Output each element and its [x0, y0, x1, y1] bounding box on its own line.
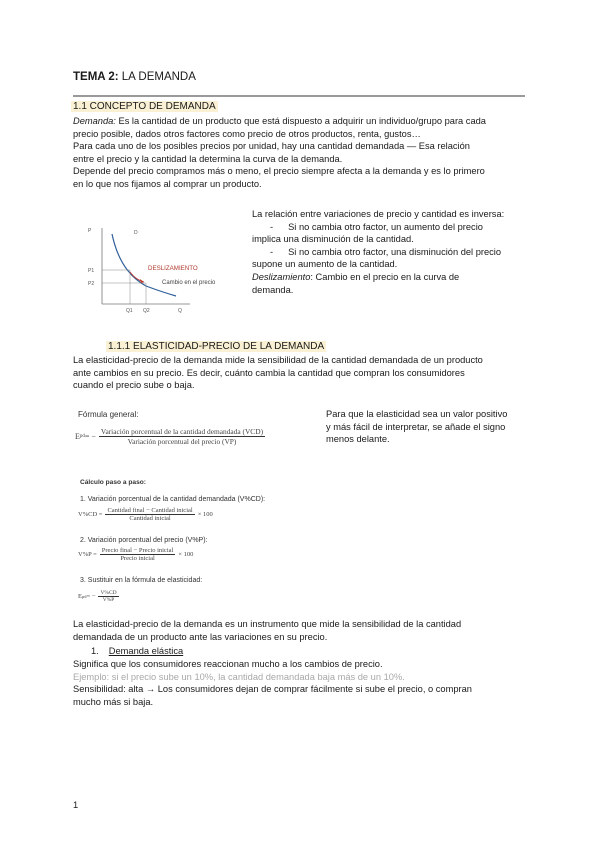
step-3-fraction — [98, 590, 118, 603]
elastic-demand-block — [73, 658, 543, 708]
y-axis-label: P — [88, 228, 92, 234]
elasticity-line-3: cuando el precio sube o baja. — [73, 380, 195, 391]
instrument-paragraph — [73, 618, 543, 643]
slide-label: DESLIZAMIENTO — [148, 265, 198, 272]
instrument-line-1: La elasticidad-precio de la demanda es un instrumento que mide la sensibilidad de la cantidad — [73, 619, 462, 629]
q1-label: Q1 — [126, 308, 133, 314]
definition-term: Demanda: — [73, 116, 116, 126]
formula-denominator: Variación porcentual del precio (VP) — [127, 437, 237, 446]
bullet-dash: - — [270, 221, 274, 232]
section-heading-elasticidad: 1.1.1 ELASTICIDAD-PRECIO DE LA DEMANDA — [108, 341, 325, 352]
elasticity-line-2: ante cambios en su precio. Es decir, cuánto cambia la cantidad que compran los consumidores — [73, 367, 465, 378]
list-item-elastic-demand — [91, 645, 183, 658]
step-2-denominator: Precio inicial — [120, 555, 155, 562]
bullet-2-line-2: supone un aumento de la cantidad. — [252, 259, 398, 270]
step-1-formula — [78, 507, 213, 522]
step-3-denominator: V%P — [102, 597, 115, 603]
step-3-formula — [78, 590, 119, 603]
dependence-line-1: Depende del precio compramos más o meno, el precio siempre afecta a la demanda y es lo primero — [73, 166, 485, 177]
instrument-line-2: demandada de un producto ante las variaciones en su precio. — [73, 631, 328, 642]
step-1-label: 1. Variación porcentual de la cantidad demandada (V%CD): — [80, 496, 266, 503]
slide-definition-line-1: : Cambio en el precio en la curva de — [310, 271, 460, 282]
step-1-numerator: Cantidad final − Cantidad inicial — [107, 507, 193, 514]
p2-label: P2 — [88, 281, 95, 287]
concept-paragraph — [73, 115, 543, 191]
p1-label: P1 — [88, 268, 95, 274]
demand-curve-graph — [80, 220, 250, 320]
relation-line-1: Para cada uno de los posibles precios por unidad, hay una cantidad demandada — Esa relación — [73, 141, 470, 152]
section-heading-concepto: 1.1 CONCEPTO DE DEMANDA — [73, 101, 216, 112]
list-item-title: Demanda elástica — [108, 646, 184, 656]
page-title — [73, 71, 196, 83]
side-note-line-3: menos delante. — [326, 434, 390, 445]
relation-line-2: entre el precio y la cantidad la determina la curva de la demanda. — [73, 153, 343, 164]
dependence-line-2: en lo que nos fijamos al comprar un producto. — [73, 178, 262, 189]
step-1-lhs: V%CD = — [78, 511, 103, 518]
step-3-eq: = − — [86, 593, 96, 600]
title-text: LA DEMANDA — [118, 71, 196, 83]
steps-title: Cálculo paso a paso: — [80, 479, 146, 486]
q2-label: Q2 — [143, 308, 150, 314]
formula-label: Fórmula general: — [78, 410, 139, 419]
page-number: 1 — [73, 800, 79, 810]
step-2-tail: × 100 — [178, 551, 194, 558]
elasticity-line-1: La elasticidad-precio de la demanda mide la sensibilidad de la cantidad demandada de un producto — [73, 355, 483, 365]
sensitivity-line-2: mucho más si baja. — [73, 696, 154, 707]
bullet-dash: - — [270, 246, 274, 257]
definition-line-1: Es la cantidad de un producto que está dispuesto a adquirir un individuo/grupo para cada — [115, 116, 486, 126]
title-number: TEMA 2: — [73, 71, 119, 83]
step-2-formula — [78, 547, 193, 562]
step-2-numerator: Precio final − Precio inicial — [101, 547, 174, 554]
bullet-2-line-1: Si no cambia otro factor, una disminución del precio — [288, 246, 502, 257]
curve-label: D — [134, 230, 138, 236]
sensitivity-line-1: Sensibilidad: alta → Los consumidores dejan de comprar fácilmente si sube el precio, o compran — [73, 684, 472, 695]
example-line: Ejemplo: si el precio sube un 10%, la cantidad demandada baja más de un 10%. — [73, 671, 405, 682]
title-divider — [73, 95, 525, 97]
formula-fraction — [99, 427, 265, 446]
step-1-tail: × 100 — [197, 511, 213, 518]
significance-line: Significa que los consumidores reaccionan mucho a los cambios de precio. — [73, 659, 383, 669]
elasticity-paragraph — [73, 354, 543, 392]
step-2-fraction — [100, 547, 176, 562]
formula-numerator: Variación porcentual de la cantidad demandada (VCD) — [100, 427, 264, 436]
step-3-lhs: E — [78, 593, 82, 600]
general-formula — [75, 427, 265, 446]
formula-lhs: E — [75, 432, 80, 441]
step-3-lhs-sub: pd — [81, 594, 87, 599]
step-3-label: 3. Sustituir en la fórmula de elasticidad: — [80, 577, 203, 584]
price-change-label: Cambio en el precio — [162, 280, 216, 286]
formula-lhs-sub: pd — [79, 434, 85, 439]
formula-side-note — [326, 408, 536, 446]
bullet-1-line-2: implica una disminución de la cantidad. — [252, 234, 414, 245]
x-axis-label: Q — [178, 308, 182, 314]
side-note-line-1: Para que la elasticidad sea un valor positivo — [326, 409, 508, 419]
formula-eq: = − — [84, 432, 96, 441]
list-item-number: 1. — [91, 646, 99, 656]
relation-block — [252, 208, 532, 296]
relation-intro: La relación entre variaciones de precio y cantidad es inversa: — [252, 209, 505, 219]
step-1-fraction — [105, 507, 194, 522]
slide-term: Deslizamiento — [252, 271, 311, 282]
side-note-line-2: y más fácil de interpretar, se añade el signo — [326, 421, 506, 432]
step-3-numerator: V%CD — [100, 590, 117, 596]
step-2-lhs: V%P = — [78, 551, 97, 558]
bullet-1-line-1: Si no cambia otro factor, un aumento del precio — [288, 221, 483, 232]
slide-definition-line-2: demanda. — [252, 284, 294, 295]
step-1-denominator: Cantidad inicial — [129, 515, 171, 522]
step-2-label: 2. Variación porcentual del precio (V%P): — [80, 537, 208, 544]
definition-line-2: precio posible, dados otros factores como precio de otros productos, renta, gustos… — [73, 128, 421, 139]
